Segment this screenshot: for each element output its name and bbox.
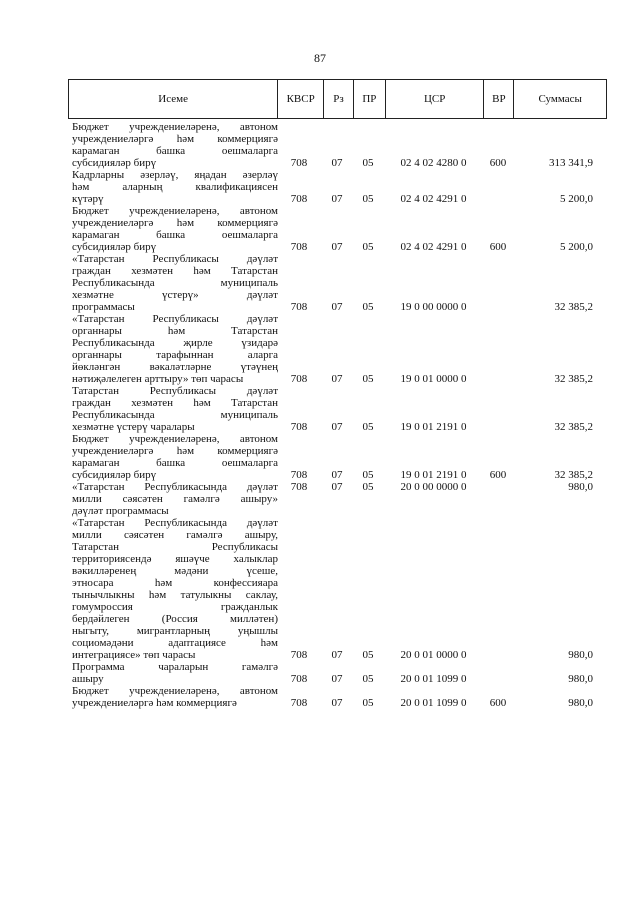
- row-csr: 19 0 00 0000 0: [400, 301, 467, 313]
- row-rz: 07: [331, 157, 343, 169]
- row-name-line: органнары һәм Татарстан: [72, 325, 278, 337]
- row-csr: 20 0 01 1099 0: [400, 673, 467, 685]
- row-name-line: территориясендә яшәүче халыклар: [72, 553, 278, 565]
- row-pr: 05: [362, 697, 374, 709]
- row-vr: 600: [489, 157, 507, 169]
- row-rz: 07: [331, 193, 343, 205]
- row-pr: 05: [362, 373, 374, 385]
- row-rz: 07: [331, 673, 343, 685]
- row-name-line: Татарстан Республикасы: [72, 541, 278, 553]
- row-sum: 980,0: [568, 649, 593, 661]
- row-csr: 20 0 00 0000 0: [400, 481, 467, 493]
- table-row: [0, 661, 640, 685]
- row-rz: 07: [331, 301, 343, 313]
- row-name-line: ашыру: [72, 673, 104, 685]
- row-name-line: һәм аларның квалификациясен: [72, 181, 278, 193]
- row-name-line: учреждениеләргә һәм коммерциягә: [72, 445, 278, 457]
- row-name-line: тынычлыкны һәм татулыкны саклау,: [72, 589, 278, 601]
- row-name-line: Республикасында муниципаль: [72, 277, 278, 289]
- row-name-line: интеграциясе» төп чарасы: [72, 649, 196, 661]
- row-name-line: ныгыту, мигрантларның уңышлы: [72, 625, 278, 637]
- row-name-line: «Татарстан Республикасында дәүләт: [72, 517, 278, 529]
- row-kvsr: 708: [290, 193, 308, 205]
- row-name-line: субсидияләр бирү: [72, 241, 157, 253]
- row-sum: 32 385,2: [554, 373, 593, 385]
- table-row: [0, 481, 640, 517]
- table-header: [68, 79, 607, 119]
- page-number: 87: [314, 51, 326, 65]
- row-rz: 07: [331, 697, 343, 709]
- row-name-line: милли сәясәтен гамәлгә ашыру»: [72, 493, 278, 505]
- row-sum: 980,0: [568, 697, 593, 709]
- row-csr: 02 4 02 4291 0: [400, 241, 467, 253]
- table-row: [0, 169, 640, 205]
- row-pr: 05: [362, 481, 374, 493]
- row-name: [72, 481, 278, 517]
- table-row: [0, 517, 640, 661]
- row-name-line: органнары тарафыннан аларга: [72, 349, 278, 361]
- row-name: [72, 205, 278, 253]
- row-name-line: карамаган башка оешмаларга: [72, 457, 278, 469]
- header-vr: ВР: [484, 80, 514, 118]
- row-kvsr: 708: [290, 157, 308, 169]
- row-kvsr: 708: [290, 697, 308, 709]
- row-pr: 05: [362, 241, 374, 253]
- row-pr: 05: [362, 193, 374, 205]
- row-name-line: учреждениеләргә һәм коммерциягә: [72, 217, 278, 229]
- row-name-line: Республикасында җирле үзидарә: [72, 337, 278, 349]
- row-sum: 32 385,2: [554, 301, 593, 313]
- row-name-line: Программа чараларын гамәлгә: [72, 661, 278, 673]
- row-name-line: хезмәтне үстерү чаралары: [72, 421, 195, 433]
- row-rz: 07: [331, 373, 343, 385]
- row-name-line: «Татарстан Республикасында дәүләт: [72, 481, 278, 493]
- row-kvsr: 708: [290, 469, 308, 481]
- row-name-line: йөкләнгән вәкаләтләрне үтәүнең: [72, 361, 278, 373]
- table-row: [0, 313, 640, 385]
- row-kvsr: 708: [290, 481, 308, 493]
- row-sum: 5 200,0: [560, 241, 593, 253]
- row-name: [72, 517, 278, 661]
- row-pr: 05: [362, 301, 374, 313]
- row-kvsr: 708: [290, 301, 308, 313]
- row-name-line: бердәйлеген (Россия милләтен): [72, 613, 278, 625]
- row-sum: 5 200,0: [560, 193, 593, 205]
- row-rz: 07: [331, 649, 343, 661]
- row-kvsr: 708: [290, 241, 308, 253]
- row-csr: 20 0 01 1099 0: [400, 697, 467, 709]
- header-rz: Рз: [324, 80, 354, 118]
- row-sum: 980,0: [568, 673, 593, 685]
- row-name-line: гомумроссия гражданлык: [72, 601, 278, 613]
- row-rz: 07: [331, 421, 343, 433]
- row-name-line: Бюджет учреждениеләренә, автоном: [72, 433, 278, 445]
- row-name: [72, 313, 278, 385]
- row-name: [72, 121, 278, 169]
- row-pr: 05: [362, 673, 374, 685]
- row-rz: 07: [331, 469, 343, 481]
- row-name-line: карамаган башка оешмаларга: [72, 145, 278, 157]
- row-pr: 05: [362, 649, 374, 661]
- header-sum: Суммасы: [538, 93, 582, 105]
- row-pr: 05: [362, 157, 374, 169]
- row-name-line: Бюджет учреждениеләренә, автоном: [72, 685, 278, 697]
- row-name: [72, 685, 278, 709]
- row-name-line: нәтиҗәлелеген арттыру» төп чарасы: [72, 373, 244, 385]
- row-name-line: Республикасында муниципаль: [72, 409, 278, 421]
- row-rz: 07: [331, 241, 343, 253]
- row-csr: 02 4 02 4291 0: [400, 193, 467, 205]
- table-row: [0, 205, 640, 253]
- row-name-line: учреждениеләргә һәм коммерциягә: [72, 697, 237, 709]
- row-vr: 600: [489, 241, 507, 253]
- row-name-line: Бюджет учреждениеләренә, автоном: [72, 121, 278, 133]
- row-name: [72, 385, 278, 433]
- row-sum: 32 385,2: [554, 421, 593, 433]
- table-body: [0, 121, 640, 709]
- row-name-line: Кадрларны әзерләү, яңадан әзерләү: [72, 169, 278, 181]
- row-sum: 32 385,2: [554, 469, 593, 481]
- row-name: [72, 433, 278, 481]
- row-vr: 600: [489, 697, 507, 709]
- row-name-line: этносара һәм конфессияара: [72, 577, 278, 589]
- row-name-line: милли сәясәтен гамәлгә ашыру,: [72, 529, 278, 541]
- row-pr: 05: [362, 421, 374, 433]
- row-name-line: граждан хезмәтен һәм Татарстан: [72, 265, 278, 277]
- row-name-line: учреждениеләргә һәм коммерциягә: [72, 133, 278, 145]
- header-csr: ЦСР: [386, 80, 485, 118]
- row-name-line: программасы: [72, 301, 135, 313]
- header-kvsr: КВСР: [278, 80, 324, 118]
- header-pr: ПР: [354, 80, 386, 118]
- row-kvsr: 708: [290, 673, 308, 685]
- row-name-line: Бюджет учреждениеләренә, автоном: [72, 205, 278, 217]
- row-rz: 07: [331, 481, 343, 493]
- header-name: Исеме: [69, 80, 278, 118]
- row-name-line: дәүләт программасы: [72, 505, 169, 517]
- row-csr: 20 0 01 0000 0: [400, 649, 467, 661]
- row-csr: 02 4 02 4280 0: [400, 157, 467, 169]
- row-kvsr: 708: [290, 373, 308, 385]
- row-name: [72, 661, 278, 685]
- row-name-line: карамаган башка оешмаларга: [72, 229, 278, 241]
- table-row: [0, 385, 640, 433]
- table-row: [0, 121, 640, 169]
- row-name-line: хезмәтне үстерү» дәүләт: [72, 289, 278, 301]
- table-row: [0, 433, 640, 481]
- row-name-line: «Татарстан Республикасы дәүләт: [72, 253, 278, 265]
- table-row: [0, 253, 640, 313]
- row-csr: 19 0 01 2191 0: [400, 421, 467, 433]
- row-name-line: субсидияләр бирү: [72, 469, 157, 481]
- row-kvsr: 708: [290, 649, 308, 661]
- row-csr: 19 0 01 0000 0: [400, 373, 467, 385]
- row-sum: 313 341,9: [549, 157, 593, 169]
- row-name-line: граждан хезмәтен һәм Татарстан: [72, 397, 278, 409]
- row-sum: 980,0: [568, 481, 593, 493]
- row-name-line: вәкилләренең мәдәни үсеше,: [72, 565, 278, 577]
- row-name-line: Татарстан Республикасы дәүләт: [72, 385, 278, 397]
- row-name-line: субсидияләр бирү: [72, 157, 157, 169]
- row-name: [72, 169, 278, 205]
- row-kvsr: 708: [290, 421, 308, 433]
- row-name: [72, 253, 278, 313]
- row-csr: 19 0 01 2191 0: [400, 469, 467, 481]
- row-name-line: социомәдәни адаптациясе һәм: [72, 637, 278, 649]
- row-name-line: «Татарстан Республикасы дәүләт: [72, 313, 278, 325]
- row-name-line: күтәрү: [72, 193, 104, 205]
- row-vr: 600: [489, 469, 507, 481]
- table-row: [0, 685, 640, 709]
- row-pr: 05: [362, 469, 374, 481]
